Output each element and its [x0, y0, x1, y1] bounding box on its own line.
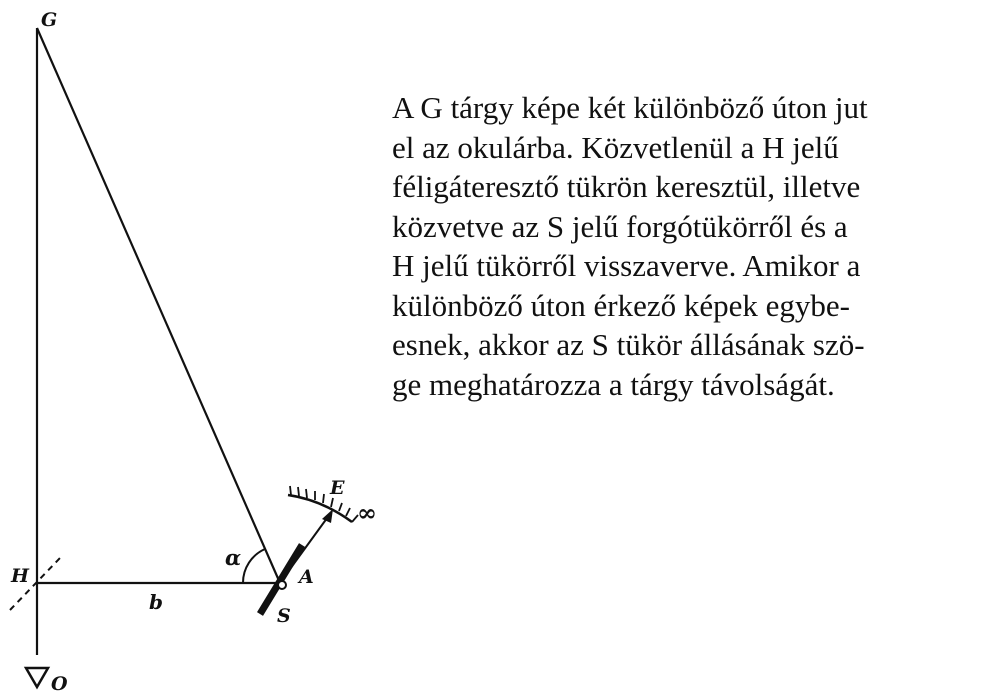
label-alpha: α	[225, 545, 242, 570]
label-o: O	[51, 673, 68, 695]
description-line: ge meghatározza a tárgy távolságát.	[392, 366, 835, 402]
angle-scale-arc	[288, 495, 352, 522]
description-line: A G tárgy képe két különböző úton jut	[392, 90, 868, 125]
label-b: b	[149, 590, 163, 614]
label-h: H	[11, 565, 29, 587]
description-line: H jelű tükörről visszaverve. Amikor a	[392, 248, 861, 283]
label-s: S	[277, 605, 291, 627]
label-g: G	[41, 9, 58, 31]
mirror-pivot	[278, 581, 286, 589]
label-a: A	[299, 566, 314, 588]
description-line: féligáteresztő tükrön keresztül, illetve	[392, 169, 861, 204]
scale-ticks	[290, 486, 358, 522]
label-e: E	[330, 477, 345, 499]
angle-alpha-arc	[243, 549, 265, 583]
pointer-arrowhead	[322, 509, 333, 523]
description-line: esnek, akkor az S tükör állásának szö-	[392, 327, 865, 362]
description-text	[392, 88, 992, 404]
line-g-to-s	[37, 28, 280, 583]
eye-icon	[26, 668, 48, 687]
description-line: különböző úton érkező képek egybe-	[392, 287, 850, 323]
label-infinity: ∞	[357, 498, 377, 527]
description-line: el az okulárba. Közvetlenül a H jelű	[392, 129, 839, 165]
description-line: közvetve az S jelű forgótükörről és a	[392, 208, 848, 244]
rotating-mirror-s	[260, 545, 302, 614]
